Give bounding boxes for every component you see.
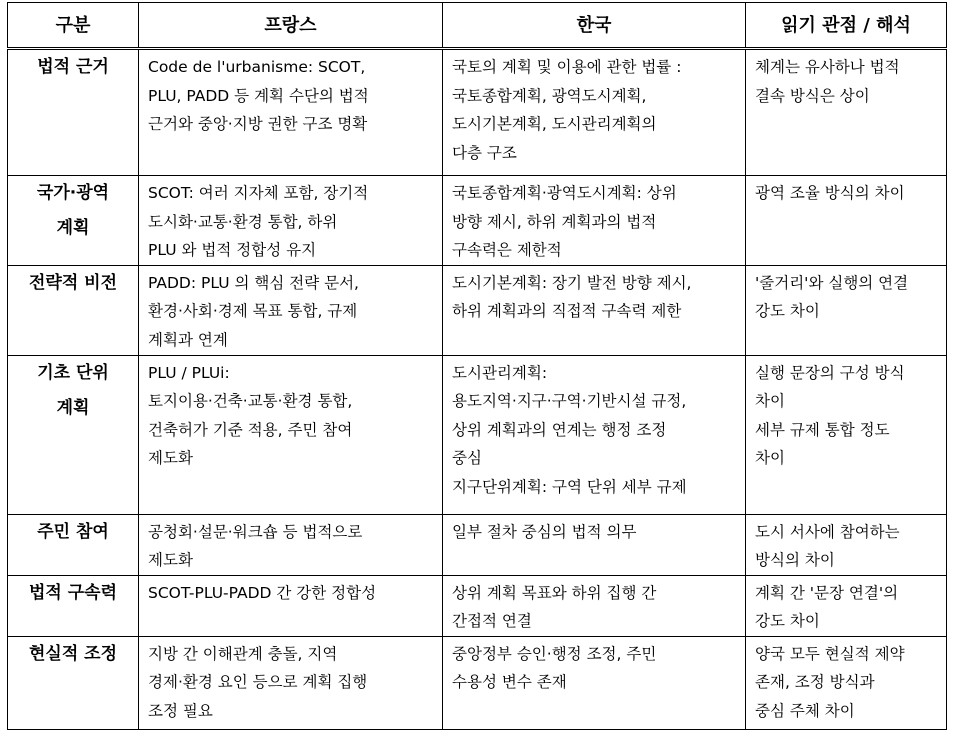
france-cell — [139, 49, 443, 176]
interpretation-line: 중심 주체 차이 — [755, 701, 855, 720]
korea-line: 도시기본계획, 도시관리계획의 — [452, 115, 657, 133]
header-korea: 한국 — [443, 3, 746, 49]
category-cell — [8, 355, 139, 514]
table-row — [8, 355, 947, 514]
interpretation-line: 실행 문장의 구성 방식 — [755, 363, 905, 382]
interpretation-line: 체계는 유사하나 법적 — [755, 58, 900, 76]
france-line: PLU / PLUi: — [148, 363, 230, 382]
france-line: PLU, PADD 등 계획 수단의 법적 — [148, 86, 369, 105]
korea-line: 국토의 계획 및 이용에 관한 법률 : — [452, 58, 682, 76]
korea-cell — [443, 355, 746, 514]
category-line: 기초 단위 — [37, 362, 109, 383]
france-line: Code de l'urbanisme: SCOT, — [148, 58, 366, 76]
korea-line: 간접적 연결 — [452, 612, 532, 630]
interpretation-cell — [746, 575, 947, 636]
france-line: PLU 와 법적 정합성 유지 — [148, 241, 317, 259]
interpretation-line: 도시 서사에 참여하는 — [755, 522, 900, 541]
france-cell — [139, 575, 443, 636]
category-cell — [8, 636, 139, 729]
korea-line: 용도지역·지구·구역·기반시설 규정, — [452, 392, 687, 410]
category-cell — [8, 176, 139, 266]
interpretation-line: 양국 모두 현실적 제약 — [755, 644, 905, 663]
korea-line: 상위 계획 목표와 하위 집행 간 — [452, 583, 657, 602]
korea-line: 중심 — [452, 449, 482, 467]
korea-cell — [443, 514, 746, 575]
france-line: 도시화·교통·환경 통합, 하위 — [148, 212, 338, 231]
category-line: 법적 구속력 — [28, 582, 118, 603]
interpretation-line: 세부 규제 통합 정도 — [755, 420, 890, 439]
table-row — [8, 514, 947, 575]
korea-line: 국토종합계획·광역도시계획: 상위 — [452, 184, 677, 202]
interpretation-line: 존재, 조정 방식과 — [755, 673, 875, 691]
france-line: 계획과 연계 — [148, 330, 228, 349]
korea-line: 상위 계획과의 연계는 행정 조정 — [452, 420, 667, 439]
france-line: 토지이용·건축·교통·환경 통합, — [148, 392, 353, 410]
interpretation-cell — [746, 265, 947, 355]
interpretation-cell — [746, 355, 947, 514]
korea-cell — [443, 575, 746, 636]
interpretation-line: 차이 — [755, 449, 785, 467]
korea-line: 수용성 변수 존재 — [452, 673, 567, 691]
category-line: 현실적 조정 — [28, 643, 118, 664]
table-row — [8, 636, 947, 729]
interpretation-cell — [746, 176, 947, 266]
korea-line: 중앙정부 승인·행정 조정, 주민 — [452, 644, 657, 663]
interpretation-line: 강도 차이 — [755, 612, 820, 630]
france-line: 제도화 — [148, 551, 193, 569]
header-row — [8, 3, 947, 49]
table-row — [8, 575, 947, 636]
korea-line: 일부 절차 중심의 법적 의무 — [452, 522, 637, 541]
france-line: SCOT: 여러 지자체 포함, 장기적 — [148, 184, 369, 202]
france-line: PADD: PLU 의 핵심 전략 문서, — [148, 273, 359, 292]
category-line: 전략적 비전 — [28, 272, 118, 293]
france-line: SCOT-PLU-PADD 간 강한 정합성 — [148, 583, 377, 602]
category-line: 계획 — [56, 218, 90, 238]
table-row — [8, 176, 947, 266]
header-france: 프랑스 — [139, 3, 443, 49]
france-line: 건축허가 기준 적용, 주민 참여 — [148, 420, 353, 439]
header-interpretation: 읽기 관점 / 해석 — [746, 3, 947, 49]
table-body — [8, 49, 947, 730]
category-line: 국가·광역 — [36, 183, 110, 203]
korea-line: 도시기본계획: 장기 발전 방향 제시, — [452, 273, 692, 292]
france-cell — [139, 514, 443, 575]
category-cell — [8, 49, 139, 176]
korea-line: 구속력은 제한적 — [452, 241, 562, 259]
france-cell — [139, 636, 443, 729]
korea-line: 다층 구조 — [452, 143, 517, 162]
interpretation-cell — [746, 514, 947, 575]
korea-cell — [443, 265, 746, 355]
interpretation-line: 차이 — [755, 392, 785, 410]
interpretation-line: 결속 방식은 상이 — [755, 86, 870, 105]
category-cell — [8, 575, 139, 636]
interpretation-line: 강도 차이 — [755, 302, 820, 320]
korea-line: 방향 제시, 하위 계획과의 법적 — [452, 212, 657, 231]
france-cell — [139, 355, 443, 514]
korea-cell — [443, 636, 746, 729]
france-cell — [139, 176, 443, 266]
interpretation-line: 방식의 차이 — [755, 551, 835, 569]
interpretation-line: '줄거리'와 실행의 연결 — [755, 273, 909, 292]
interpretation-line: 광역 조율 방식의 차이 — [755, 184, 905, 202]
comparison-table — [7, 2, 947, 730]
table-row — [8, 265, 947, 355]
france-cell — [139, 265, 443, 355]
france-line: 제도화 — [148, 449, 193, 467]
france-line: 공청회·설문·워크숍 등 법적으로 — [148, 522, 363, 541]
table-row — [8, 49, 947, 176]
interpretation-line: 계획 간 '문장 연결'의 — [755, 583, 899, 602]
france-line: 조정 필요 — [148, 701, 213, 720]
category-cell — [8, 514, 139, 575]
korea-line: 국토종합계획, 광역도시계획, — [452, 86, 647, 105]
korea-line: 지구단위계획: 구역 단위 세부 규제 — [452, 477, 687, 496]
korea-line: 도시관리계획: — [452, 363, 548, 382]
interpretation-cell — [746, 49, 947, 176]
korea-cell — [443, 49, 746, 176]
france-line: 경제·환경 요인 등으로 계획 집행 — [148, 673, 368, 691]
france-line: 환경·사회·경제 목표 통합, 규제 — [148, 302, 358, 320]
header-category: 구분 — [8, 3, 139, 49]
category-cell — [8, 265, 139, 355]
france-line: 근거와 중앙·지방 권한 구조 명확 — [148, 115, 368, 133]
category-line: 법적 근거 — [37, 57, 109, 77]
korea-cell — [443, 176, 746, 266]
category-line: 주민 참여 — [37, 521, 109, 542]
category-line: 계획 — [56, 397, 90, 418]
interpretation-cell — [746, 636, 947, 729]
korea-line: 하위 계획과의 직접적 구속력 제한 — [452, 302, 682, 320]
france-line: 지방 간 이해관계 충돌, 지역 — [148, 644, 338, 663]
